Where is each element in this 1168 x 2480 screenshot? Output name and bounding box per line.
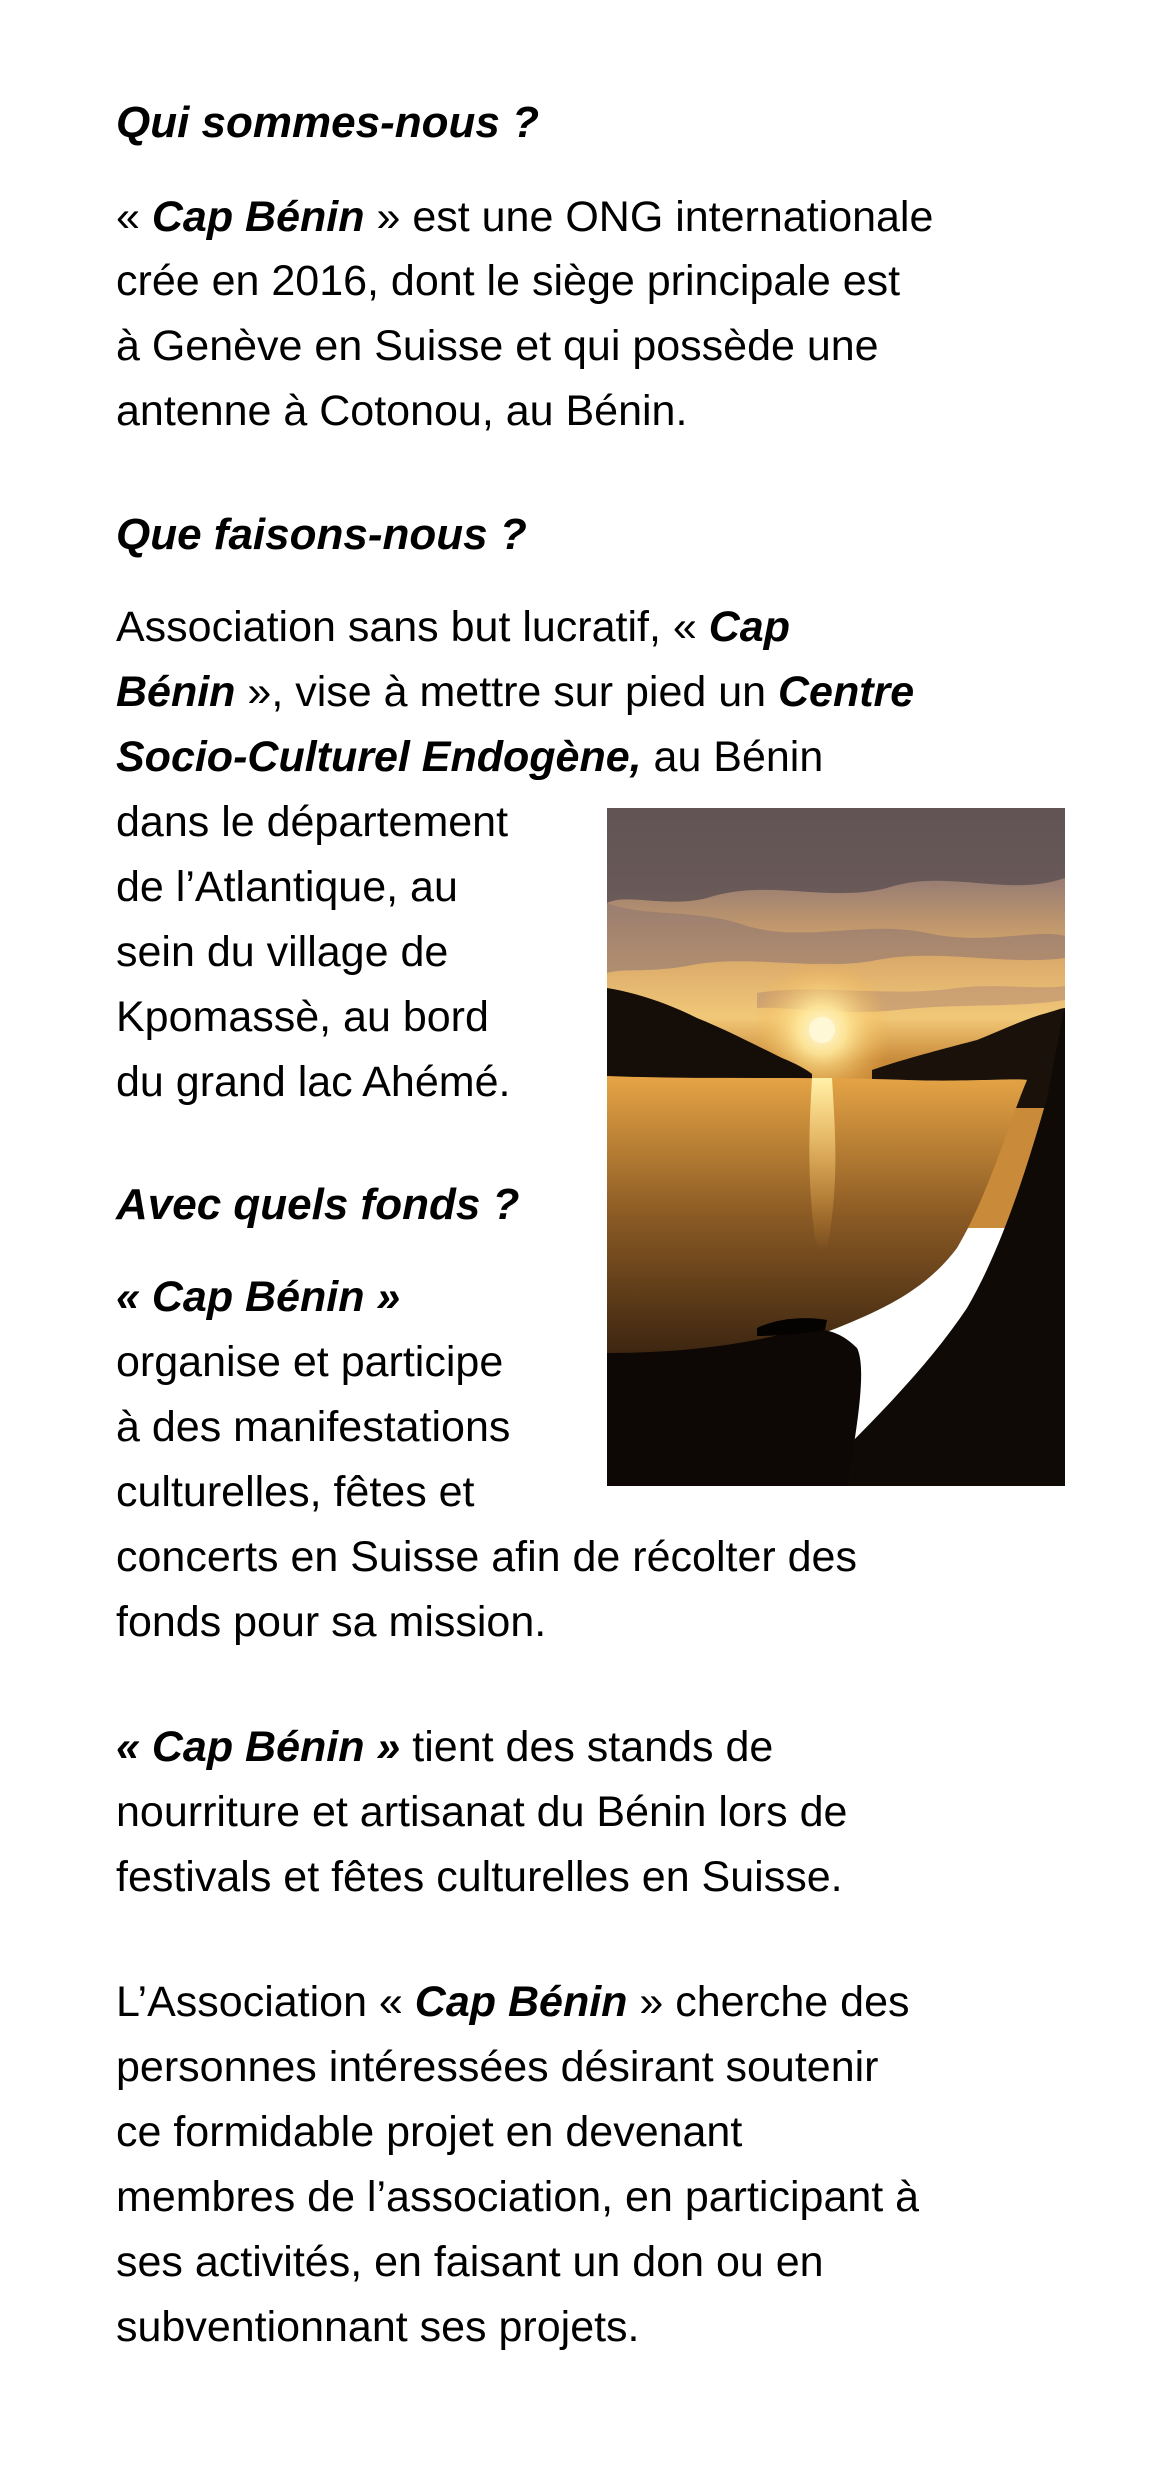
text-line: à Genève en Suisse et qui possède une bbox=[116, 322, 879, 370]
org-name: « Cap Bénin » bbox=[116, 1723, 401, 1771]
heading-funding: Avec quels fonds ? bbox=[116, 1180, 520, 1229]
text-line: fonds pour sa mission. bbox=[116, 1598, 547, 1646]
text-line: festivals et fêtes culturelles en Suisse. bbox=[116, 1853, 843, 1901]
org-name: Cap Bénin bbox=[414, 1978, 628, 2026]
text-line: Socio-Culturel Endogène, au Bénin bbox=[116, 733, 824, 781]
org-name: « Cap Bénin » bbox=[116, 1273, 401, 1321]
text-line: subventionnant ses projets. bbox=[116, 2303, 640, 2351]
org-name: Cap Bénin bbox=[151, 193, 365, 241]
heading-what-we-do: Que faisons-nous ? bbox=[116, 510, 527, 559]
text-line: personnes intéressées désirant soutenir bbox=[116, 2043, 879, 2091]
org-name: Cap bbox=[708, 603, 790, 651]
text-line bbox=[116, 1270, 400, 1324]
text-line: crée en 2016, dont le siège principale est bbox=[116, 257, 901, 305]
text-line: ses activités, en faisant un don ou en bbox=[116, 2238, 824, 2286]
text-line: dans le département bbox=[116, 798, 509, 846]
project-name: Socio-Culturel Endogène, bbox=[116, 733, 642, 781]
text-line: Kpomassè, au bord bbox=[116, 993, 489, 1041]
text-line: « Cap Bénin » est une ONG internationale bbox=[116, 193, 934, 241]
project-name: Centre bbox=[778, 668, 915, 716]
sun bbox=[809, 1017, 835, 1043]
text-line: concerts en Suisse afin de récolter des bbox=[116, 1533, 857, 1581]
text-line: du grand lac Ahémé. bbox=[116, 1058, 511, 1106]
text-line: Association sans but lucratif, « Cap bbox=[116, 603, 790, 651]
text-line: de l’Atlantique, au bbox=[116, 863, 458, 911]
sunset-lake-photo bbox=[607, 808, 1065, 1486]
text-line: ce formidable projet en devenant bbox=[116, 2108, 743, 2156]
heading-who-are-we: Qui sommes-nous ? bbox=[116, 98, 539, 147]
text-line: culturelles, fêtes et bbox=[116, 1468, 475, 1516]
text-line: à des manifestations bbox=[116, 1403, 511, 1451]
org-name: Bénin bbox=[116, 668, 236, 716]
text-line: nourriture et artisanat du Bénin lors de bbox=[116, 1788, 848, 1836]
text-line: « Cap Bénin » tient des stands de bbox=[116, 1723, 774, 1771]
text-line: L’Association « Cap Bénin » cherche des bbox=[116, 1978, 910, 2026]
text-line: sein du village de bbox=[116, 928, 449, 976]
text-line: Bénin », vise à mettre sur pied un Centre bbox=[116, 668, 915, 716]
text-line: antenne à Cotonou, au Bénin. bbox=[116, 387, 688, 435]
text-line: organise et participe bbox=[116, 1338, 504, 1386]
text-line: membres de l’association, en participant à bbox=[116, 2173, 920, 2221]
foreground bbox=[607, 1329, 861, 1486]
